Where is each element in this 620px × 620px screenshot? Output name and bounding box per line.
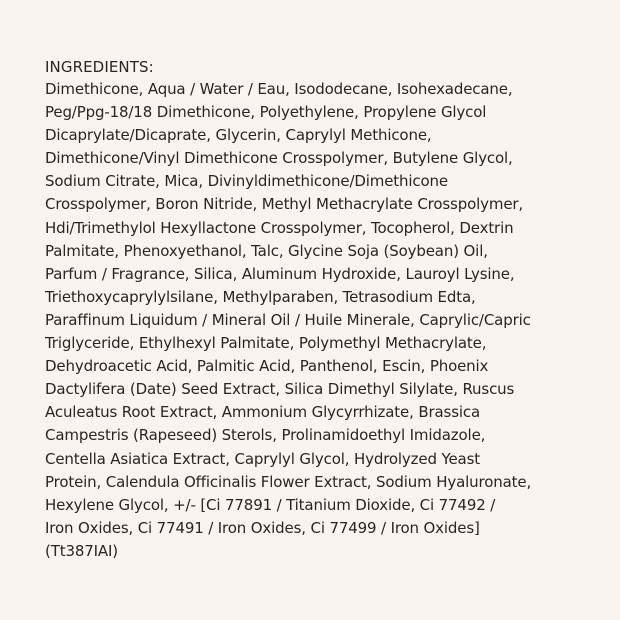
ingredients-line: Dimethicone, Aqua / Water / Eau, Isododecane, Isohexadecane, [45, 80, 513, 98]
ingredients-line: Paraffinum Liquidum / Mineral Oil / Huile Minerale, Caprylic/Capric [45, 310, 531, 329]
ingredients-line: Iron Oxides, Ci 77491 / Iron Oxides, Ci 77499 / Iron Oxides] [45, 518, 480, 537]
ingredients-line: Triglyceride, Ethylhexyl Palmitate, Polymethyl Methacrylate, [45, 334, 487, 353]
ingredients-line: Peg/Ppg-18/18 Dimethicone, Polyethylene, Propylene Glycol [45, 103, 487, 122]
ingredients-line: Aculeatus Root Extract, Ammonium Glycyrrhizate, Brassica [45, 403, 481, 422]
ingredients-line: (Tt387IAI) [45, 541, 118, 560]
ingredients-line: Hexylene Glycol, +/- [Ci 77891 / Titanium Dioxide, Ci 77492 / [45, 495, 496, 514]
ingredients-line: Parfum / Fragrance, Silica, Aluminum Hydroxide, Lauroyl Lysine, [45, 264, 515, 283]
ingredients-line: Palmitate, Phenoxyethanol, Talc, Glycine Soja (Soybean) Oil, [45, 241, 488, 260]
ingredients-line: Crosspolymer, Boron Nitride, Methyl Methacrylate Crosspolymer, [45, 195, 524, 214]
ingredients-line: Centella Asiatica Extract, Caprylyl Glycol, Hydrolyzed Yeast [45, 449, 480, 468]
ingredients-line: Dicaprylate/Dicaprate, Glycerin, Caprylyl Methicone, [45, 126, 432, 145]
ingredients-panel [45, 56, 580, 563]
ingredients-line: Triethoxycaprylylsilane, Methylparaben, Tetrasodium Edta, [45, 287, 476, 306]
ingredients-line: Sodium Citrate, Mica, Divinyldimethicone/Dimethicone [45, 172, 448, 191]
ingredients-heading: INGREDIENTS: [45, 58, 154, 76]
ingredients-line: Dehydroacetic Acid, Palmitic Acid, Panthenol, Escin, Phoenix [45, 357, 489, 376]
ingredients-line: Protein, Calendula Officinalis Flower Extract, Sodium Hyaluronate, [45, 472, 532, 491]
ingredients-line: Dimethicone/Vinyl Dimethicone Crosspolymer, Butylene Glycol, [45, 149, 513, 168]
ingredients-line: Hdi/Trimethylol Hexyllactone Crosspolymer, Tocopherol, Dextrin [45, 218, 514, 237]
ingredients-line: Dactylifera (Date) Seed Extract, Silica Dimethyl Silylate, Ruscus [45, 380, 515, 399]
ingredients-line: Campestris (Rapeseed) Sterols, Prolinamidoethyl Imidazole, [45, 426, 486, 445]
